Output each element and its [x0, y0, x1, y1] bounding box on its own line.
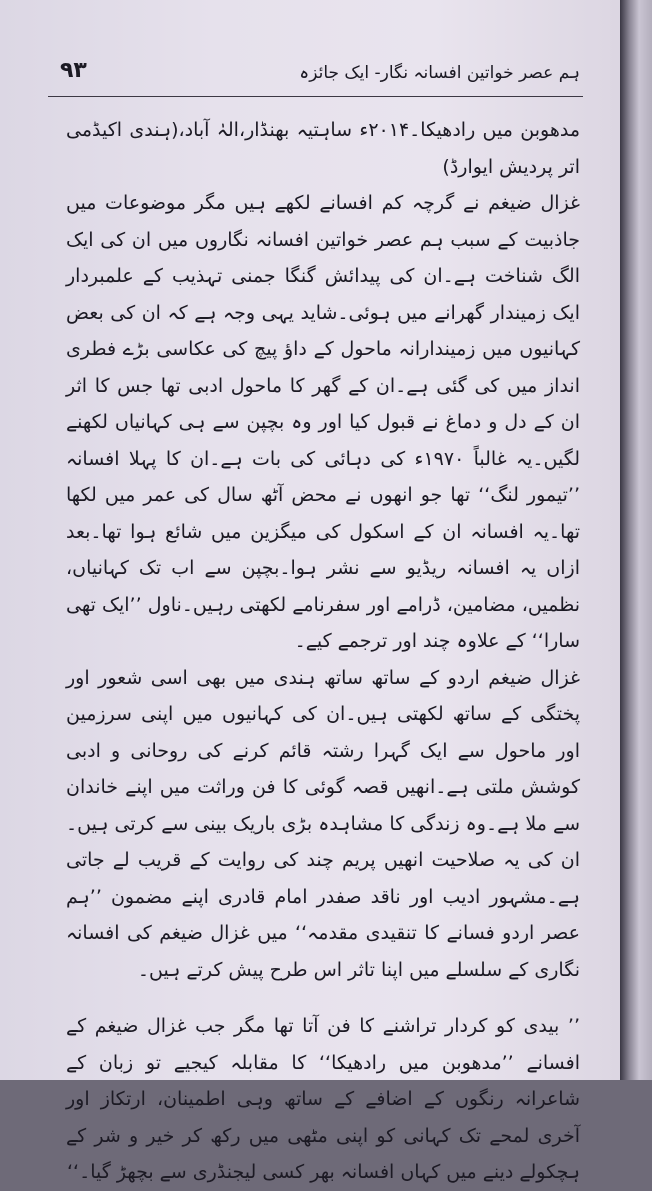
paragraph-2: غزال ضیغم اردو کے ساتھ ساتھ ہندی میں بھی اسی شعور اور پختگی کے ساتھ لکھتی ہیں۔ان کی کہانیوں میں اپنی سرزمین اور ماحول سے ایک گہرا رشتہ قائم کرنے کی روحانی و ادبی کوشش ملتی ہے۔انھیں قصہ گوئی کا فن وراثت میں اپنے خاندان سے ملا ہے۔وہ زندگی کا مشاہدہ بڑی باریک بینی سے کرتی ہیں۔ان کی یہ صلاحیت انھیں پریم چند کی روایت کے قریب لے جاتی ہے۔مشہور ادیب اور ناقد صفدر امام قادری اپنے مضمون ’’ہم عصر اردو فسانے کا تنقیدی مقدمہ‘‘ میں غزال ضیغم کی افسانہ نگاری کے سلسلے میں اپنا تاثر اس طرح پیش کرتے ہیں۔	[66, 666, 580, 981]
page-number: ۹۳	[60, 58, 87, 83]
running-title: ہم عصر خواتین افسانہ نگار- ایک جائزہ	[299, 63, 580, 83]
page-body	[66, 112, 580, 1191]
book-gutter	[620, 0, 652, 1080]
header-divider	[48, 96, 583, 97]
block-quote: ’’ بیدی کو کردار تراشنے کا فن آتا تھا مگر جب غزال ضیغم کے افسانے ’’مدھوبن میں رادھیکا‘‘ کا مقابلہ کیجیے تو زبان کے شاعرانہ رنگوں کے اضافے کے ساتھ وہی اطمینان، ارتکاز اور آخری لمحے تک کہانی کو اپنی مٹھی میں رکھ کر خیر و شر کے ہچکولے دینے میں کہاں افسانہ بھر کسی لیجنڈری سے بچھڑ گیا۔‘‘	[66, 1015, 580, 1183]
citation-line: مدھوبن میں رادھیکا۔۲۰۱۴ء ساہتیہ بھنڈار،الہٰ آباد،(ہندی اکیڈمی اتر پردیش ایوارڈ)	[66, 119, 580, 178]
page-header	[60, 58, 580, 92]
paragraph-1: غزال ضیغم نے گرچہ کم افسانے لکھے ہیں مگر موضوعات میں جاذبیت کے سبب ہم عصر خواتین افسانہ نگاروں میں ان کی ایک الگ شناخت ہے۔ان کی پیدائش گنگا جمنی تہذیب کے علمبردار ایک زمیندار گھرانے میں ہوئی۔شاید یہی وجہ ہے کہ ان کی بعض کہانیوں میں زمیندارانہ ماحول کے داؤ پیچ کی عکاسی بڑے فطری انداز میں کی گئی ہے۔ان کے گھر کا ماحول ادبی تھا جس کا اثر ان کے دل و دماغ نے قبول کیا اور وہ بچپن سے ہی کہانیاں لکھنے لگیں۔یہ غالباً ۱۹۷۰ء کی دہائی کی بات ہے۔ان کا پہلا افسانہ ’’تیمور لنگ‘‘ تھا جو انھوں نے محض آٹھ سال کی عمر میں لکھا تھا۔یہ افسانہ ان کے اسکول کی میگزین میں شائع ہوا تھا۔بعد ازاں یہ افسانہ ریڈیو سے نشر ہوا۔بچپن سے اب تک کہانیاں، نظمیں، مضامین، ڈرامے اور سفرنامے لکھتی رہیں۔ناول ’’ایک تھی سارا‘‘ کے علاوہ چند اور ترجمے کیے۔	[66, 192, 581, 652]
